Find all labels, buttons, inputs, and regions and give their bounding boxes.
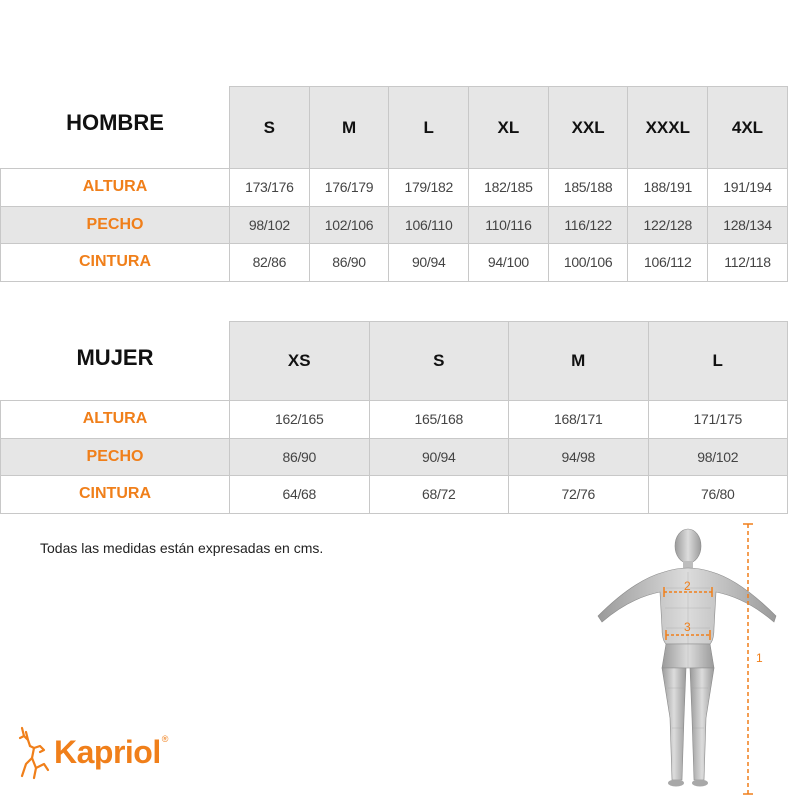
men-size-header: M (309, 87, 389, 169)
table-cell: 64/68 (230, 476, 370, 514)
measurement-footnote: Todas las medidas están expresadas en cms. (40, 540, 324, 556)
men-size-header: XL (469, 87, 549, 169)
row-label: CINTURA (1, 476, 230, 514)
table-cell: 128/134 (708, 206, 788, 244)
figure-left-leg (662, 668, 686, 780)
men-size-header: 4XL (708, 87, 788, 169)
men-row-cintura (1, 244, 788, 282)
table-cell: 168/171 (509, 401, 649, 439)
row-label: ALTURA (1, 401, 230, 439)
table-cell: 171/175 (648, 401, 788, 439)
table-cell: 90/94 (389, 244, 469, 282)
table-cell: 185/188 (548, 169, 628, 207)
figure-head (675, 529, 701, 563)
row-label: CINTURA (1, 244, 230, 282)
table-cell: 86/90 (230, 438, 370, 476)
men-size-header: XXL (548, 87, 628, 169)
brand-name: Kapriol (54, 733, 161, 770)
table-cell: 86/90 (309, 244, 389, 282)
table-cell: 176/179 (309, 169, 389, 207)
table-cell: 162/165 (230, 401, 370, 439)
waist-marker-label: 3 (684, 620, 691, 634)
row-label: PECHO (1, 438, 230, 476)
table-cell: 94/98 (509, 438, 649, 476)
table-cell: 100/106 (548, 244, 628, 282)
table-cell: 98/102 (230, 206, 310, 244)
chest-marker-label: 2 (684, 579, 691, 593)
figure-right-leg (690, 668, 714, 780)
table-cell: 106/112 (628, 244, 708, 282)
men-table-title: HOMBRE (66, 110, 164, 135)
table-cell: 173/176 (230, 169, 310, 207)
women-row-cintura (1, 476, 788, 514)
table-cell: 165/168 (369, 401, 509, 439)
brand-logo (14, 724, 168, 780)
table-cell: 90/94 (369, 438, 509, 476)
figure-left-foot (668, 780, 684, 787)
deer-logo-icon (14, 724, 54, 780)
table-cell: 122/128 (628, 206, 708, 244)
height-marker-label: 1 (756, 651, 763, 665)
body-measurement-figure (580, 518, 780, 800)
women-size-header: L (648, 322, 788, 401)
table-cell: 82/86 (230, 244, 310, 282)
women-size-header: S (369, 322, 509, 401)
men-row-altura (1, 169, 788, 207)
table-cell: 179/182 (389, 169, 469, 207)
row-label: PECHO (1, 206, 230, 244)
table-cell: 191/194 (708, 169, 788, 207)
table-cell: 102/106 (309, 206, 389, 244)
table-cell: 72/76 (509, 476, 649, 514)
women-size-header: XS (230, 322, 370, 401)
women-row-altura (1, 401, 788, 439)
table-cell: 182/185 (469, 169, 549, 207)
women-size-header: M (509, 322, 649, 401)
table-cell: 116/122 (548, 206, 628, 244)
table-cell: 68/72 (369, 476, 509, 514)
table-cell: 188/191 (628, 169, 708, 207)
women-table-title: MUJER (76, 345, 154, 370)
height-measure-line (743, 524, 753, 794)
table-cell: 112/118 (708, 244, 788, 282)
registered-mark: ® (161, 733, 169, 744)
table-cell: 76/80 (648, 476, 788, 514)
men-size-header: L (389, 87, 469, 169)
figure-right-foot (692, 780, 708, 787)
men-size-header: S (230, 87, 310, 169)
table-cell: 110/116 (469, 206, 549, 244)
table-cell: 98/102 (648, 438, 788, 476)
table-cell: 94/100 (469, 244, 549, 282)
men-size-header: XXXL (628, 87, 708, 169)
women-row-pecho (1, 438, 788, 476)
men-row-pecho (1, 206, 788, 244)
table-cell: 106/110 (389, 206, 469, 244)
row-label: ALTURA (1, 169, 230, 207)
